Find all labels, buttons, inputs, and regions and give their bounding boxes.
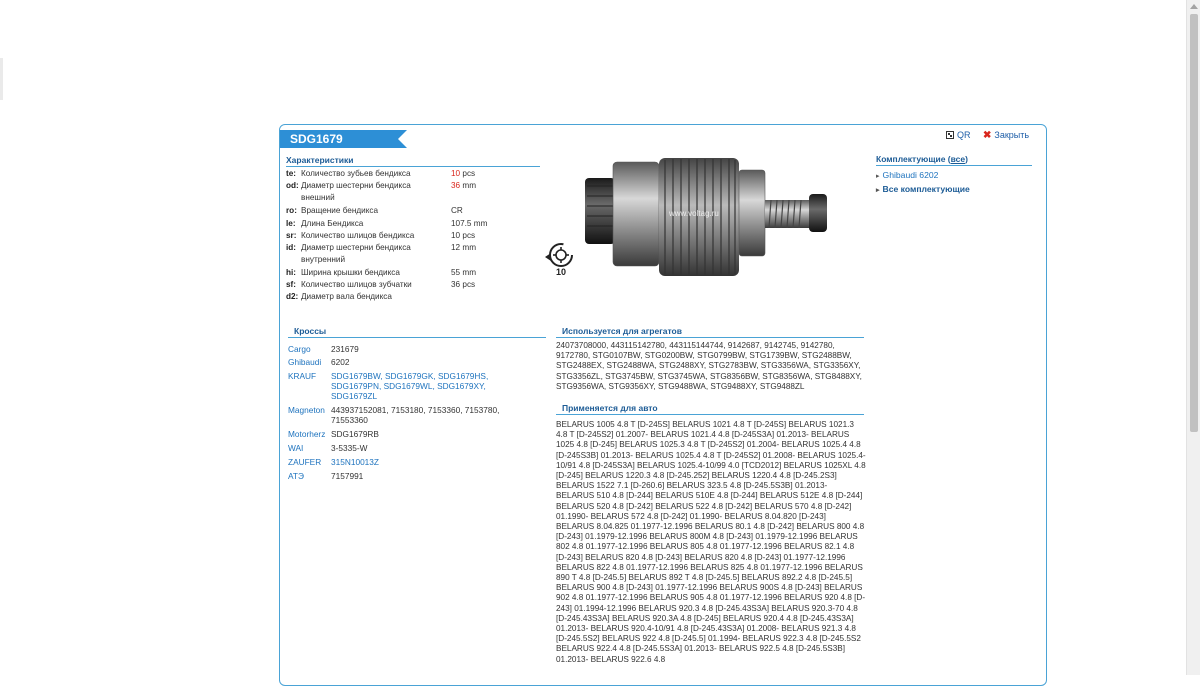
- spec-value: 55 mm: [451, 268, 477, 277]
- spec-value: 36 pcs: [451, 280, 476, 289]
- spec-value: 12 mm: [451, 243, 477, 252]
- crosses-title: Кроссы: [288, 326, 546, 338]
- left-edge-mark: [0, 58, 3, 100]
- scroll-thumb[interactable]: [1190, 14, 1198, 432]
- spec-code: id:: [286, 243, 297, 252]
- rotation-direction-icon: [541, 241, 581, 277]
- spec-name: Диаметр вала бендикса: [301, 292, 392, 301]
- applied-to-cars-title: Применяется для авто: [556, 403, 864, 415]
- applied-to-cars-text: BELARUS 1005 4.8 T [D-245S] BELARUS 1021 4.8 T [D-245S] BELARUS 1021.3 4.8 T [D-245S2] 01.2007- BELARUS 1021.4 4.8 [D-245S3A] 01.2013- BELARUS 1025 4.8 [D-245] BELARUS 1025.3 4.8 T [D-245S2] 01.2004- BELARUS 1025.4 4.8 [D-245S3B] 01.2013- BELARUS 1025.4 4.8 T [D-245S2] 01.2008- BELARUS 1025.4-10/91 4.8 [D-245S3A] BELARUS 1025.4-10/99 4.0 [TCD2012] BELARUS 1025XL 4.8 [D-245] BELARUS 1220.3 4.8 [D-245.252] BELARUS 1220.4 4.8 [D-245.2S3] BELARUS 1522 7.1 [D-260.6] BELARUS 323.5 4.8 [D-245.5S3B] 01.2013- BELARUS 510 4.8 [D-244] BELARUS 510E 4.8 [D-244] BELARUS 512E 4.8 [D-244] BELARUS 520 4.8 [D-242] BELARUS 522 4.8 [D-242] BELARUS 570 4.8 [D-242] 01.1990- BELARUS 572 4.8 [D-242] 01.1990- BELARUS 8.04.820 [D-243] BELARUS 8.04.825 01.1977-12.1996 BELARUS 80.1 4.8 [D-242] BELARUS 800 4.8 [D-243] 01.1979-12.1996 BELARUS 800M 4.8 [D-243] 01.1979-12.1996 BELARUS 802 4.8 01.1977-12.1996 BELARUS 805 4.8 01.1977-12.1996 BELARUS 82.1 4.8 [D-243] BELARUS 820 4.8 [D-243] BELARUS 820 4.8 [D-243] 01.1977-12.1996 BELARUS 822 4.8 01.1977-12.1996 BELARUS 825 4.8 01.1977-12.1996 BELARUS 890 T 4.8 [D-245.5] BELARUS 892 T 4.8 [D-245.5] BELARUS 892.2 4.8 [D-245.5] BELARUS 900 4.8 [D-243] 01.1977-12.1996 BELARUS 900S 4.8 [D-243] BELARUS 902 4.8 01.1977-12.1996 BELARUS 905 4.8 01.1977-12.1996 BELARUS 920 4.8 [D-243] 01.1994-12.1996 BELARUS 920.3 4.8 [D-245.43S3A] BELARUS 920.3-70 4.8 [D-245.43S3A] BELARUS 920.3A 4.8 [D-245] BELARUS 920.4 4.8 [D-245.43S3A] 01.2013- BELARUS 920.4-10/91 4.8 [D-245.43S3A] 01.2008- BELARUS 921.3 4.8 [D-245.5S2] BELARUS 922 4.8 [D-245.5] 01.1994- BELARUS 922.3 4.8 [D-245.5S2 BELARUS 922.4 4.8 [D-245.5S3A] 01.2013- BELARUS 922.5 4.8 [D-245.5S3B] 01.2013- BELARUS 922.6 4.8: [556, 420, 866, 664]
- characteristics-title: Характеристики: [286, 155, 540, 167]
- close-icon: ✖: [983, 130, 992, 141]
- cross-codes: SDG1679RB: [331, 429, 379, 439]
- spec-code: le:: [286, 219, 296, 228]
- spec-value: CR: [451, 206, 463, 215]
- spec-value: 10 pcs: [451, 169, 476, 178]
- spec-code: hi:: [286, 268, 297, 277]
- kit-all-link[interactable]: все: [950, 154, 966, 164]
- cross-brand-link[interactable]: Magneton: [288, 405, 325, 415]
- spec-code: sr:: [286, 231, 297, 240]
- qr-link[interactable]: QR: [946, 130, 971, 140]
- used-in-units-title: Используется для агрегатов: [556, 326, 864, 338]
- spec-value: 10 pcs: [451, 231, 476, 240]
- cross-brand-link[interactable]: Ghibaudi: [288, 357, 322, 367]
- spec-code: te:: [286, 169, 297, 178]
- cross-codes: 231679: [331, 344, 359, 354]
- spec-name: Вращение бендикса: [301, 206, 379, 215]
- spec-value: 36 mm: [451, 181, 477, 190]
- spec-value: 107.5 mm: [451, 219, 488, 228]
- rotation-label: 10: [556, 267, 567, 277]
- triangle-right-icon: ▸: [876, 187, 880, 194]
- cross-codes: 7157991: [331, 471, 364, 481]
- product-title: SDG1679: [280, 130, 398, 148]
- cross-brand-link[interactable]: WAI: [288, 443, 304, 453]
- kit-item-ghibaudi[interactable]: ▸ Ghibaudi 6202: [876, 170, 939, 180]
- watermark: www.voltag.ru: [669, 209, 719, 218]
- cross-brand-link[interactable]: АТЭ: [288, 471, 304, 481]
- spec-name: Длина Бендикса: [301, 219, 364, 228]
- kit-item-all[interactable]: ▸ Все комплектующие: [876, 184, 970, 194]
- spec-code: od:: [286, 181, 299, 190]
- cross-brand-link[interactable]: Motorherz: [288, 429, 326, 439]
- vertical-scrollbar[interactable]: [1186, 0, 1200, 675]
- spec-name: Диаметр шестерни бендикса внутренний: [301, 243, 411, 264]
- cross-brand-link[interactable]: ZAUFER: [288, 457, 322, 467]
- spec-name: Ширина крышки бендикса: [301, 268, 400, 277]
- cross-codes[interactable]: 315N10013Z: [331, 457, 379, 467]
- spec-name: Количество шлицов бендикса: [301, 231, 415, 240]
- cross-brand-link[interactable]: KRAUF: [288, 371, 317, 381]
- cross-brand-link[interactable]: Cargo: [288, 344, 311, 354]
- top-links: [946, 130, 1039, 141]
- triangle-right-icon: ▸: [876, 173, 880, 180]
- spec-code: sf:: [286, 280, 297, 289]
- cross-codes: 443937152081, 7153180, 7153360, 7153780, 71553360: [331, 405, 500, 425]
- qr-icon: [946, 131, 954, 139]
- kit-title: Комплектующие (все): [876, 154, 1032, 166]
- cross-codes: 3-5335-W: [331, 443, 368, 453]
- spec-code: ro:: [286, 206, 297, 215]
- spec-code: d2:: [286, 292, 299, 301]
- spec-name: Количество шлицов зубчатки: [301, 280, 412, 289]
- product-image: [545, 150, 835, 280]
- cross-codes[interactable]: SDG1679BW, SDG1679GK, SDG1679HS, SDG1679PN, SDG1679WL, SDG1679XY, SDG1679ZL: [331, 371, 489, 401]
- used-in-units-text: 24073708000, 443115142780, 443115144744, 9142687, 9142745, 9142780, 9172780, STG0107BW, STG0200BW, STG0799BW, STG1739BW, STG2488BW, STG2488EX, STG2488WA, STG2488XY, STG2783BW, STG3356WA, STG3356XY, STG3356ZL, STG3745BW, STG3745WA, STG8356BW, STG8356WA, STG8488XY, STG9356WA, STG9356XY, STG9488WA, STG9488XY, STG9488ZL: [556, 341, 862, 391]
- cross-codes: 6202: [331, 357, 350, 367]
- close-link[interactable]: ✖ Закрыть: [983, 130, 1030, 141]
- spec-name: Количество зубьев бендикса: [301, 169, 411, 178]
- scroll-up-arrow-icon[interactable]: [1190, 4, 1198, 9]
- spec-name: Диаметр шестерни бендикса внешний: [301, 181, 411, 202]
